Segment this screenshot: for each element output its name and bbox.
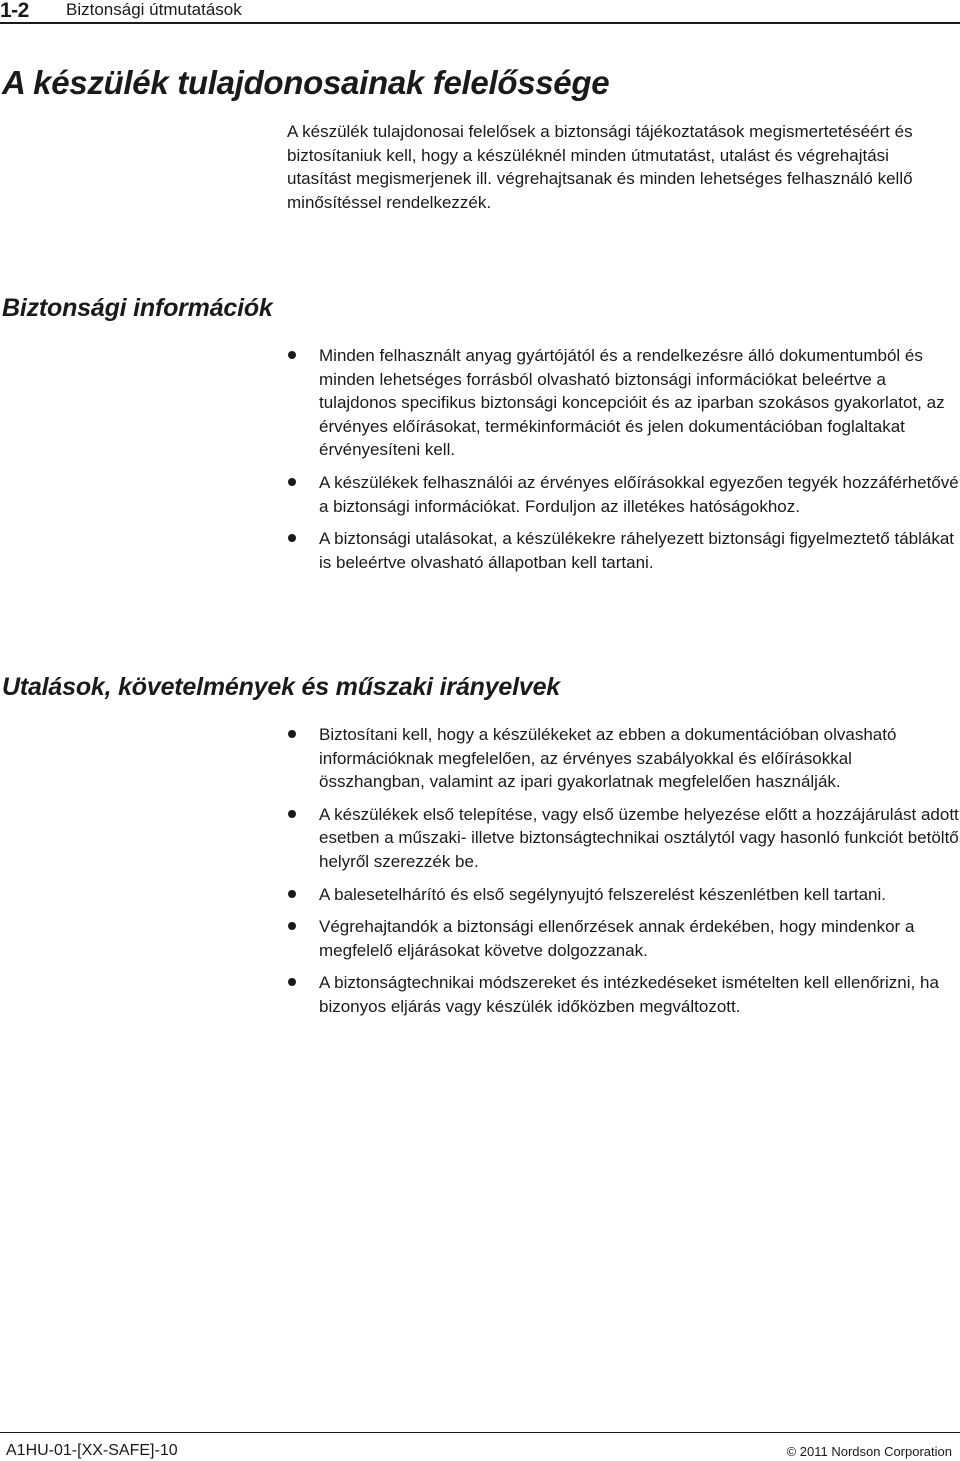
list-item: A készülékek első telepítése, vagy első üzembe helyezése előtt a hozzájárulást adott esetben a műszaki- illetve biztonságtechnikai osztálytól vagy hasonló funkciót betöltő helyről szerezzék be. <box>287 803 959 874</box>
section-title-owner-responsibility: A készülék tulajdonosainak felelőssége <box>2 64 610 101</box>
bullet-icon <box>288 534 296 542</box>
list-item: A biztonságtechnikai módszereket és intézkedéseket ismételten kell ellenőrizni, ha bizonyos eljárás vagy készülék időközben megváltozott. <box>287 971 959 1018</box>
owner-responsibility-paragraph: A készülék tulajdonosai felelősek a biztonsági tájékoztatások megismertetéséért és biztosítaniuk kell, hogy a készüléknél minden útmutatást, utalást és végrehajtási utasítást megismerjenek ill. végrehajtsanak és minden lehetséges felhasználó kellő minősítéssel rendelkezzék. <box>287 122 913 212</box>
bullet-icon <box>288 730 296 738</box>
bullet-icon <box>288 890 296 898</box>
guidelines-list <box>287 723 959 1028</box>
bullet-icon <box>288 478 296 486</box>
page-number: 1-2 <box>0 0 29 22</box>
safety-information-list <box>287 344 960 583</box>
page-header <box>0 0 960 24</box>
bullet-icon <box>288 922 296 930</box>
section-title-safety-information: Biztonsági információk <box>2 294 273 322</box>
list-item: Biztosítani kell, hogy a készülékeket az ebben a dokumentációban olvasható információknak megfelelően, az érvényes szabályokkal és előírásokkal összhangban, valamint az ipari gyakorlatnak megfelelően használják. <box>287 723 959 794</box>
bullet-icon <box>288 978 296 986</box>
document-code: A1HU-01-[XX-SAFE]-10 <box>6 1442 178 1459</box>
list-item: A készülékek felhasználói az érvényes előírásokkal egyezően tegyék hozzáférhetővé a biztonsági információkat. Forduljon az illetékes hatóságokhoz. <box>287 471 960 518</box>
list-item: A biztonsági utalásokat, a készülékekre ráhelyezett biztonsági figyelmeztető táblákat is beleértve olvasható állapotban kell tartani. <box>287 527 960 574</box>
footer-rule <box>0 1432 960 1433</box>
section-title-guidelines: Utalások, követelmények és műszaki irányelvek <box>2 673 560 701</box>
bullet-icon <box>288 351 296 359</box>
header-rule <box>0 22 960 24</box>
running-title: Biztonsági útmutatások <box>66 0 242 19</box>
copyright-notice: © 2011 Nordson Corporation <box>786 1444 952 1459</box>
list-item: Végrehajtandók a biztonsági ellenőrzések annak érdekében, hogy mindenkor a megfelelő eljárásokat követve dolgozzanak. <box>287 915 959 962</box>
list-item: Minden felhasznált anyag gyártójától és a rendelkezésre álló dokumentumból és minden lehetséges forrásból olvasható biztonsági információkat beleértve a tulajdonos specifikus biztonsági koncepcióit és az iparban szokásos gyakorlatot, az érvényes előírásokat, termékinformációt és jelen dokumentációban foglaltakat érvényesíteni kell. <box>287 344 960 462</box>
bullet-icon <box>288 810 296 818</box>
list-item: A balesetelhárító és első segélynyujtó felszerelést készenlétben kell tartani. <box>287 883 959 907</box>
